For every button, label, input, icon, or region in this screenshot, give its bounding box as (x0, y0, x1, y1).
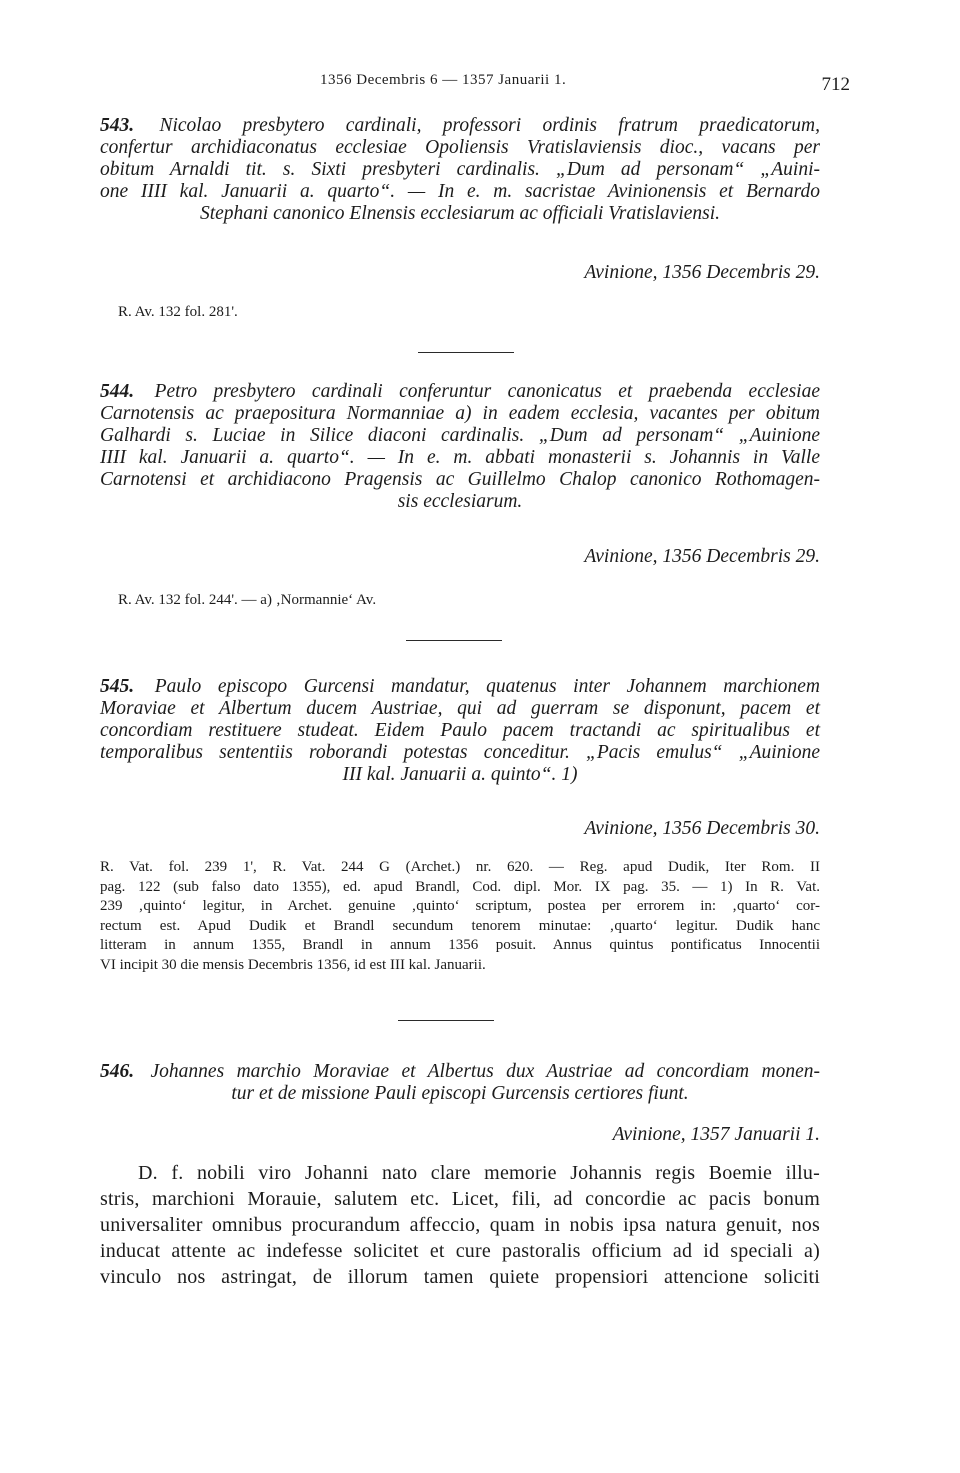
entry-regest: 546. Johannes marchio Moraviae et Albertus dux Austriae ad concordiam monen- tur et de missione Pauli episcopi Gurcensis certiores fiunt. (100, 1061, 820, 1104)
entry-number: 545. (100, 676, 135, 697)
entry-number: 543. (100, 115, 135, 136)
entry-date: Avinione, 1356 Decembris 30. (584, 818, 820, 839)
section-divider (398, 1020, 494, 1021)
entry-regest: 544. Petro presbytero cardinali conferuntur canonicatus et praebenda ecclesiae Carnotensis ac praepositura Normanniae a) in eadem ecclesia, vacantes per obitum Galhardi s. Luciae in Silice diaconi cardinalis. „Dum ad personam“ „Auinione IIII kal. Januarii a. quarto“. — In e. m. abbati monasterii s. Johannis in Valle Carnotensi et archidiacono Pragensis ac Guillelmo Chalop canonico Rothomagen- sis ecclesiarum. (100, 381, 820, 512)
entry-regest: 543. Nicolao presbytero cardinali, professori ordinis fratrum praedicatorum, confertur archidiaconatus ecclesiae Opoliensis Vratislaviensis dioc., vacans per obitum Arnaldi tit. s. Sixti presbyteri cardinalis. „Dum ad personam“ „Auini- one IIII kal. Januarii a. quarto“. — In e. m. sacristae Avinionensis et Bernardo Stephani canonico Elnensis ecclesiarum ac officiali Vratislaviensi. (100, 115, 821, 224)
entry-date: Avinione, 1356 Decembris 29. (584, 262, 820, 283)
entry-number: 544. (100, 381, 135, 402)
entry-reference: R. Av. 132 fol. 281'. (118, 304, 238, 320)
entry-544 (100, 381, 820, 513)
entry-reference: R. Av. 132 fol. 244'. — a) ‚Normannie‘ Av. (118, 592, 377, 608)
page-number: 712 (821, 74, 850, 95)
entry-number: 546. (100, 1061, 135, 1082)
entry-546 (100, 1061, 820, 1105)
letter-text: D. f. nobili viro Johanni nato clare memorie Johannis regis Boemie illu- stris, marchioni Morauie, salutem etc. Licet, fili, ad concordie ac pacis bonum universaliter omnibus procurandum affeccio, quam in nobis ipsa natura genuit, nos inducat attente ac indefesse solicitet et cure pastoralis officium ad id speciali a) vinculo nos astringat, de illorum tamen quiete propensiori attencione soliciti (100, 1162, 820, 1288)
section-divider (406, 640, 502, 641)
entry-regest: 545. Paulo episcopo Gurcensi mandatur, quatenus inter Johannem marchionem Moraviae et Albertum ducem Austriae, qui ad guerram se disponunt, pacem et concordiam restituere studeat. Eidem Paulo pacem tractandi ac spiritualibus et temporalibus sententiis roborandi potestas conceditur. „Pacis emulus“ „Auinione III kal. Januarii a. quinto“. 1) (100, 676, 821, 785)
entry-notes: R. Vat. fol. 239 1', R. Vat. 244 G (Archet.) nr. 620. — Reg. apud Dudik, Iter Rom. II pag. 122 (sub falso dato 1355), ed. apud Brandl, Cod. dipl. Mor. IX pag. 35. — 1) In R. Vat. 239 ‚quinto‘ legitur, in Archet. genuine ‚quinto‘ scriptum, postea per errorem in: ‚quarto‘ cor- rectum est. Apud Dudik et Brandl secundum tenorem minutae: ‚quarto‘ legitur. Dudik hanc litteram in annum 1355, Brandl in annum 1356 posuit. Annus quintus pontificatus Innocentii VI incipit 30 die mensis Decembris 1356, id est III kal. Januarii. (100, 859, 820, 973)
entry-date: Avinione, 1356 Decembris 29. (584, 546, 820, 567)
entry-date: Avinione, 1357 Januarii 1. (612, 1124, 820, 1145)
section-divider (418, 352, 514, 353)
running-head: 1356 Decembris 6 — 1357 Januarii 1. (320, 72, 567, 88)
entry-543 (100, 115, 820, 225)
entry-545 (100, 676, 820, 786)
page-header (0, 72, 960, 96)
